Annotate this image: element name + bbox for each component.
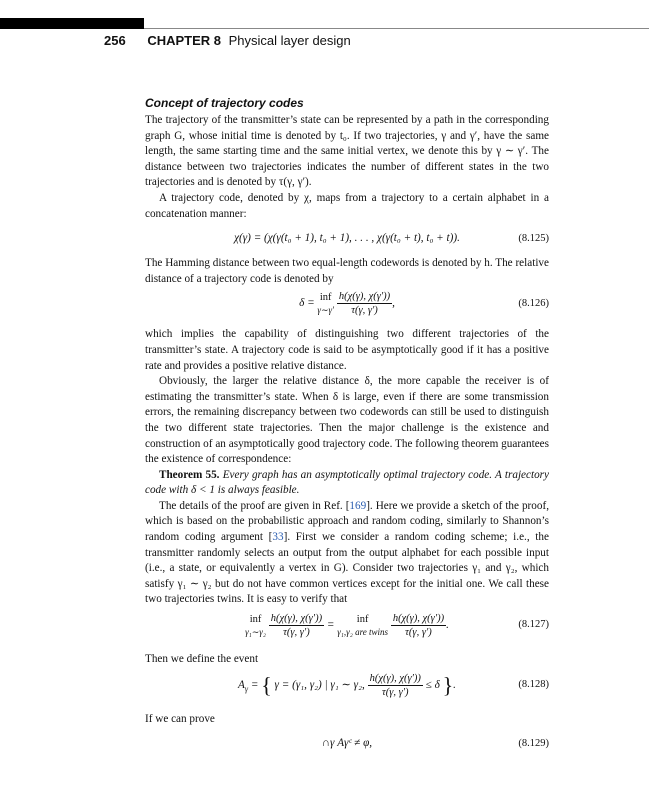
equation-8-126-inf: [317, 292, 334, 316]
inf-subscript-right: γ₁,γ₂ are twins: [337, 626, 389, 637]
fraction-numerator: h(χ(γ), χ(γ′)): [369, 672, 421, 684]
inf-operator: inf: [319, 291, 332, 303]
theorem-text: Every graph has an asymptotically optimal trajectory code. A trajectory code with δ < 1 is always feasible.: [145, 468, 550, 497]
equation-8-128-lhs-subscript: γ: [244, 683, 249, 693]
equation-8-128-tail: .: [453, 678, 456, 691]
running-header: [104, 33, 351, 51]
equation-8-127: [145, 608, 549, 652]
equation-8-126: [145, 287, 549, 327]
equation-8-126-lhs: δ =: [299, 297, 318, 310]
paragraph-3: The Hamming distance between two equal-length codewords is denoted by h. The relative distance of a trajectory code is denoted by: [145, 257, 549, 285]
page-number: 256: [104, 33, 126, 48]
equation-8-127-number: (8.127): [518, 619, 549, 631]
equation-8-126-tail: ,: [392, 297, 395, 310]
equation-8-127-equals: =: [326, 619, 338, 632]
equation-8-129-number: (8.129): [518, 738, 549, 750]
equation-8-128-relation: ≤ δ: [422, 678, 440, 691]
equation-8-129: [145, 727, 549, 761]
equation-8-126-body: [145, 290, 549, 317]
equation-8-128-fraction: [368, 672, 423, 699]
paragraph-6-part-a: The details of the proof are given in Ref. [: [159, 499, 350, 512]
equation-8-128-lhs: A: [238, 678, 245, 691]
inf-operator-left: inf: [249, 613, 262, 625]
theorem-55: [145, 468, 549, 499]
equation-8-127-fraction-right: [391, 612, 446, 639]
inf-subscript: γ∼γ′: [317, 304, 335, 315]
fraction-denominator: τ(γ, γ′): [351, 305, 378, 317]
fraction-denominator-right: τ(γ, γ′): [405, 627, 432, 639]
paragraph-6-part-b: ]. Here we provide a sketch of the proof, which is based on the probabilistic approach and random coding, similarly to Shannon’s random coding argument [: [145, 499, 549, 544]
header-rule: [144, 28, 649, 29]
paragraph-6: [145, 499, 549, 608]
fraction-numerator-right: h(χ(γ), χ(γ′)): [392, 613, 445, 625]
equation-8-127-inf-right: [337, 614, 388, 638]
equation-8-128-equals: =: [248, 678, 262, 691]
left-brace: {: [261, 672, 272, 698]
citation-33[interactable]: 33: [272, 531, 284, 544]
theorem-label: Theorem 55.: [159, 468, 220, 481]
equation-8-128-body: [145, 672, 549, 699]
header-bar: [0, 18, 144, 29]
equation-8-125-number: (8.125): [518, 233, 549, 245]
fraction-denominator-left: τ(γ, γ′): [283, 627, 310, 639]
chapter-title: Physical layer design: [228, 33, 351, 48]
chapter-label: CHAPTER 8: [147, 33, 222, 48]
paragraph-4: which implies the capability of distinguishing two different trajectories of the transmitter’s state. A trajectory code is said to be asymptotically good if it has a positive rate and provides a positive relative distance.: [145, 328, 549, 372]
equation-8-127-tail: .: [446, 619, 449, 632]
equation-8-127-fraction-left: [269, 612, 324, 639]
equation-8-125: [145, 222, 549, 256]
citation-169[interactable]: 169: [349, 499, 367, 512]
fraction-numerator: h(χ(γ), χ(γ′)): [338, 291, 391, 303]
page-body: [145, 95, 549, 761]
equation-8-126-number: (8.126): [518, 298, 549, 310]
equation-8-128-set-body: γ = (γ₁, γ₂) | γ₁ ∼ γ₂,: [274, 678, 368, 691]
equation-8-127-body: [145, 612, 549, 639]
paragraph-8: If we can prove: [145, 712, 215, 725]
paragraph-1: The trajectory of the transmitter’s state can be represented by a path in the corresponding graph G, whose initial time is denoted by t₀. If two trajectories, γ and γ′, have the same length, the same starting time and the same initial vertex, we denote this by γ ∼ γ′. The distance between two trajectories indicates the number of different states in the two trajectories and is denoted by τ(γ, γ′).: [145, 114, 549, 189]
paragraph-2: A trajectory code, denoted by χ, maps from a trajectory to a certain alphabet in a concatenation manner:: [145, 191, 549, 220]
equation-8-128-number: (8.128): [518, 678, 549, 690]
equation-8-127-inf-left: [245, 614, 266, 638]
paragraph-5: Obviously, the larger the relative distance δ, the more capable the receiver is of estimating the transmitter’s state. When δ is large, even if there are some transmission errors, the remaining discrepancy between two codewords can still be used to distinguish the two different state trajectories. Then the major challenge is the existence and construction of an asymptotically good trajectory code. The following theorem guarantees the existence of correspondence:: [145, 375, 549, 466]
section-title: Concept of trajectory codes: [145, 96, 304, 110]
right-brace: }: [442, 672, 454, 698]
equation-8-126-fraction: [337, 290, 392, 317]
inf-operator-right: inf: [356, 613, 369, 625]
equation-8-125-body: χ(γ) = (χ(γ(t₀ + 1), t₀ + 1), . . . , χ(γ(t₀ + t), t₀ + t)).: [234, 232, 460, 245]
fraction-denominator: τ(γ, γ′): [381, 686, 409, 698]
fraction-numerator-left: h(χ(γ), χ(γ′)): [270, 613, 323, 625]
inf-subscript-left: γ₁∼γ₂: [245, 626, 266, 637]
equation-8-129-body: ∩γ Aγᶜ ≠ φ,: [321, 737, 373, 750]
equation-8-128: [145, 668, 549, 712]
paragraph-6-part-c: ]. First we consider a random coding scheme; i.e., the transmitter randomly selects an output from the output alphabet for each possible input (i.e., a state, or equivalently a vertex in G). Consider two trajectories γ₁ and γ₂, which satisfy γ₁ ∼ γ₂ but do not have common vertices except for the initial one. We call these two trajectories twins. It is easy to verify that: [145, 531, 549, 606]
paragraph-7: Then we define the event: [145, 653, 259, 666]
